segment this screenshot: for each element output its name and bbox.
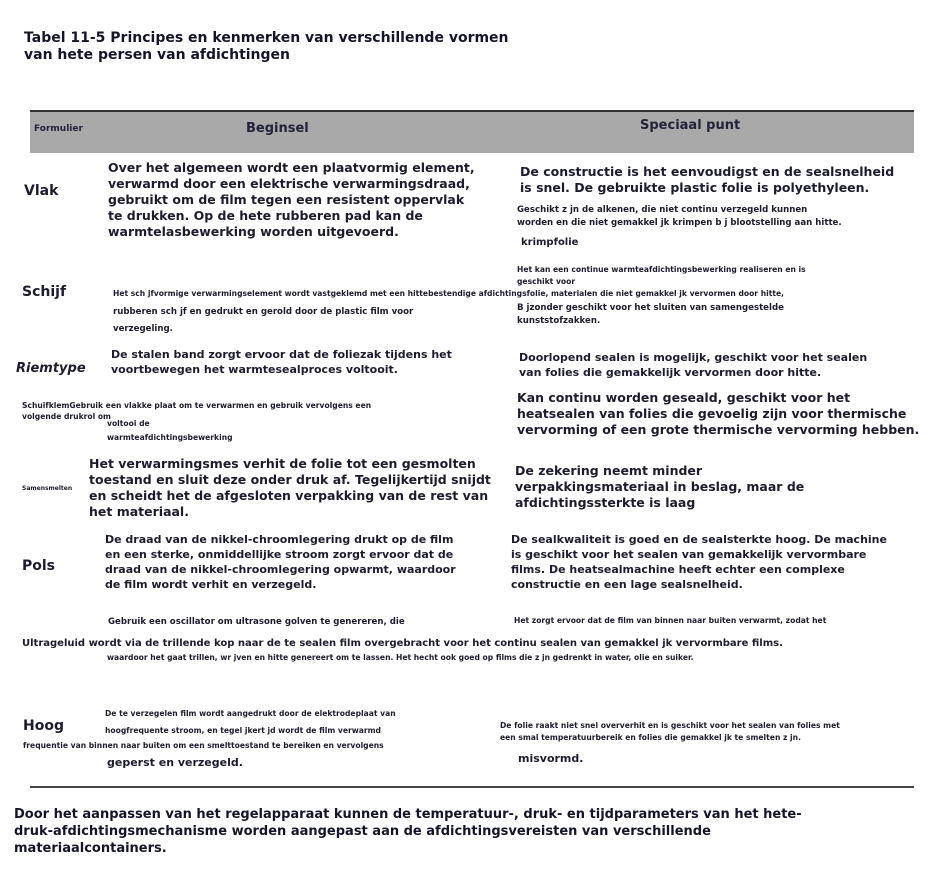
text-line: Doorlopend sealen is mogelijk, geschikt voor het sealen xyxy=(519,351,868,364)
table-header xyxy=(30,110,914,153)
riem-principle xyxy=(111,347,452,377)
schijf-principle-b xyxy=(113,304,413,338)
ultra-full-line: Ultrageluid wordt via de trillende kop naar de te sealen film overgebracht voor het continu sealen van gemakkel jk vervormbare films. xyxy=(22,638,783,649)
row-label-schijf: Schijf xyxy=(22,284,67,300)
hoog-principle-a xyxy=(105,705,396,739)
hoog-special-a xyxy=(500,720,840,744)
text-line: voltooi de xyxy=(107,419,150,428)
text-line: verpakkingsmateriaal in beslag, maar de xyxy=(515,479,805,494)
text-line: De stalen band zorgt ervoor dat de foliezak tijdens het xyxy=(111,348,452,361)
text-line: SchuifklemGebruik een vlakke plaat om te verwarmen en gebruik vervolgens een xyxy=(22,401,372,410)
vlak-special-b xyxy=(517,204,842,230)
text-line: heatsealen van folies die gevoelig zijn voor thermische xyxy=(517,406,907,421)
vlak-special-c: krimpfolie xyxy=(521,237,579,248)
text-line: van folies die gemakkelijk vervormen door hitte. xyxy=(519,366,822,379)
row-label-pols: Pols xyxy=(22,558,56,574)
text-line: een smal temperatuurbereik en folies die gemakkel jk te smelten z jn. xyxy=(500,733,801,742)
text-line: warmtelasbewerking worden uitgevoerd. xyxy=(108,224,399,239)
row-label-riemtype: Riemtype xyxy=(16,361,86,376)
text-line: is geschikt voor het sealen van gemakkelijk vervormbare xyxy=(511,548,867,561)
text-line: Het kan een continue warmteafdichtingsbewerking realiseren en is xyxy=(517,265,806,274)
text-line: De draad van de nikkel-chroomlegering drukt op de film xyxy=(105,533,454,546)
table-caption xyxy=(24,30,509,64)
schuif-principle xyxy=(107,417,233,445)
header-beginsel: Beginsel xyxy=(246,121,309,136)
samensmelten-principle xyxy=(89,456,491,520)
text-line: De sealkwaliteit is goed en de sealsterkte hoog. De machine xyxy=(511,533,887,546)
table-bottom-rule xyxy=(30,786,914,788)
text-line: materiaalcontainers. xyxy=(14,841,167,856)
footer-paragraph xyxy=(14,806,802,857)
text-line: Geschikt z jn de alkenen, die niet continu verzegeld kunnen xyxy=(517,205,808,215)
text-line: hoogfrequente stroom, en tegel jkert jd wordt de film verwarmd xyxy=(105,726,381,735)
text-line: Door het aanpassen van het regelapparaat kunnen de temperatuur-, druk- en tijdparameters van het hete- xyxy=(14,807,802,822)
vlak-special-a xyxy=(520,164,894,196)
text-line: De folie raakt niet snel oververhit en is geschikt voor het sealen van folies met xyxy=(500,721,840,730)
row-label-hoog: Hoog xyxy=(23,718,64,734)
schijf-special-a xyxy=(517,264,806,288)
text-line: volgende drukrol om xyxy=(22,412,111,421)
hoog-special-b: misvormd. xyxy=(518,752,584,765)
ultra-principle-a: Gebruik een oscillator om ultrasone golven te genereren, die xyxy=(108,617,405,627)
text-line: Over het algemeen wordt een plaatvormig element, xyxy=(108,160,475,175)
row-label-vlak: Vlak xyxy=(24,183,59,199)
text-line: warmteafdichtingsbewerking xyxy=(107,433,233,442)
text-line: De te verzegelen film wordt aangedrukt door de elektrodeplaat van xyxy=(105,709,396,718)
text-line: films. De heatsealmachine heeft echter een complexe xyxy=(511,563,845,576)
row-label-samensmelten: Samensmelten xyxy=(22,485,73,492)
vlak-principle xyxy=(108,160,475,240)
hoog-principle-c: geperst en verzegeld. xyxy=(107,756,243,769)
text-line: druk-afdichtingsmechanisme worden aangepast aan de afdichtingsvereisten van verschillende xyxy=(14,824,711,839)
header-formulier: Formulier xyxy=(34,124,83,134)
pols-special xyxy=(511,532,887,592)
text-line: worden en die niet gemakkel jk krimpen b j blootstelling aan hitte. xyxy=(517,218,842,228)
schijf-special-b xyxy=(517,302,784,328)
schuif-special xyxy=(517,390,919,438)
text-line: het materiaal. xyxy=(89,504,189,519)
text-line: is snel. De gebruikte plastic folie is polyethyleen. xyxy=(520,180,870,195)
text-line: gebruikt om de film tegen een resistent oppervlak xyxy=(108,192,465,207)
ultra-line3: waardoor het gaat trillen, wr jven en hitte genereert om te lassen. Het hecht ook goed op films die z jn gedrenkt in water, olie en suiker. xyxy=(107,653,694,662)
text-line: rubberen sch jf en gedrukt en gerold door de plastic film voor xyxy=(113,307,414,317)
hoog-line-b: frequentie van binnen naar buiten om een smelttoestand te bereiken en vervolgens xyxy=(23,741,384,750)
text-line: verzegeling. xyxy=(113,324,173,334)
header-speciaal-punt: Speciaal punt xyxy=(640,118,741,133)
text-line: draad van de nikkel-chroomlegering opwarmt, waardoor xyxy=(105,563,456,576)
text-line: vervorming of een grote thermische vervorming hebben. xyxy=(517,422,920,437)
text-line: de film wordt verhit en verzegeld. xyxy=(105,578,317,591)
text-line: voortbewegen het warmtesealproces voltooit. xyxy=(111,363,398,376)
text-line: Kan continu worden geseald, geschikt voor het xyxy=(517,390,851,405)
text-line: toestand en sluit deze onder druk af. Tegelijkertijd snijdt xyxy=(89,472,491,487)
samensmelten-special xyxy=(515,463,804,511)
caption-line: van hete persen van afdichtingen xyxy=(24,47,291,63)
text-line: verwarmd door een elektrische verwarmingsdraad, xyxy=(108,176,470,191)
text-line: B jzonder geschikt voor het sluiten van samengestelde xyxy=(517,303,784,313)
text-line: te drukken. Op de hete rubberen pad kan de xyxy=(108,208,423,223)
pols-principle xyxy=(105,532,456,592)
text-line: Het verwarmingsmes verhit de folie tot een gesmolten xyxy=(89,456,476,471)
ultra-special-a: Het zorgt ervoor dat de film van binnen naar buiten verwarmt, zodat het xyxy=(514,616,827,625)
text-line: kunststofzakken. xyxy=(517,316,601,326)
schijf-principle-long: Het sch jfvormige verwarmingselement wordt vastgeklemd met een hittebestendige afdichtingsfolie, materialen die niet gemakkel jk vervormen door hitte, xyxy=(113,289,785,298)
riem-special xyxy=(519,350,867,380)
text-line: De zekering neemt minder xyxy=(515,463,703,478)
text-line: De constructie is het eenvoudigst en de sealsnelheid xyxy=(520,164,895,179)
text-line: constructie en een lage sealsnelheid. xyxy=(511,578,743,591)
caption-line: Tabel 11-5 Principes en kenmerken van verschillende vormen xyxy=(24,30,509,46)
text-line: afdichtingssterkte is laag xyxy=(515,495,696,510)
text-line: geschikt voor xyxy=(517,277,576,286)
text-line: en een sterke, onmiddellijke stroom zorgt ervoor dat de xyxy=(105,548,454,561)
text-line: en scheidt het de afgesloten verpakking van de rest van xyxy=(89,488,489,503)
